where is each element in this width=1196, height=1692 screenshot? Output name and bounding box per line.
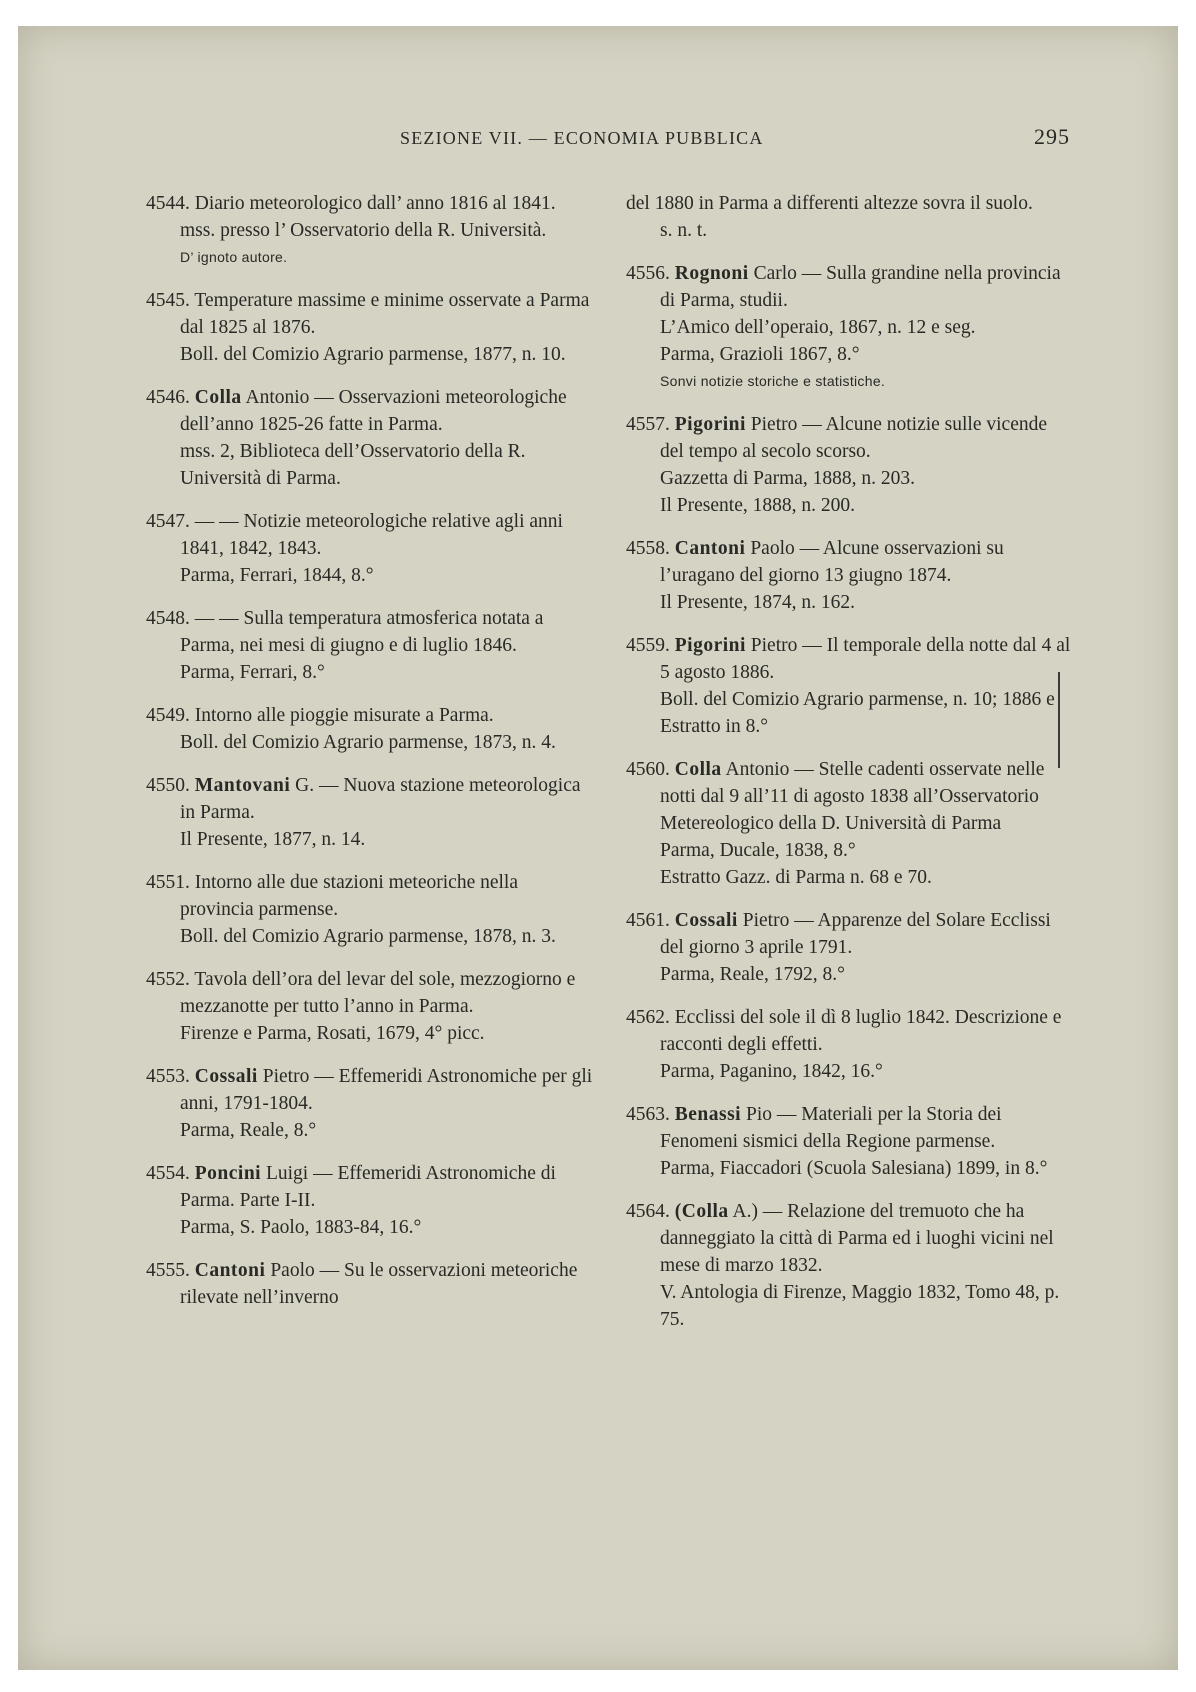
entry-title: Carlo — Sulla grandine nella provincia di Parma, studii. [660, 263, 1061, 311]
entry-author: Benassi [674, 1104, 742, 1125]
bibliography-entry [626, 535, 1074, 616]
entry-number: 4552. [146, 969, 190, 990]
entry-author: Colla [194, 387, 242, 408]
margin-mark [1058, 672, 1060, 768]
entry-publication: s. n. t. [660, 220, 708, 241]
entry-author: Cossali [674, 910, 738, 931]
entry-main-text [626, 756, 1074, 837]
entry-main-text [146, 1160, 594, 1214]
entry-publication: Estratto Gazz. di Parma n. 68 e 70. [660, 867, 932, 888]
entry-publication: Parma, Ferrari, 1844, 8.° [180, 565, 374, 586]
entry-main-text [146, 772, 594, 826]
entry-publication: Boll. del Comizio Agrario parmense, 1877, n. 10. [180, 344, 566, 365]
entry-note: Sonvi notizie storiche e statistiche. [660, 373, 886, 389]
bibliography-entry [146, 1063, 594, 1144]
entry-title: — — Notizie meteorologiche relative agli anni 1841, 1842, 1843. [180, 511, 563, 559]
entry-main-text [626, 535, 1074, 589]
entry-title: Pio — Materiali per la Storia dei Fenomeni sismici della Regione parmense. [660, 1104, 1002, 1152]
entry-publication: Boll. del Comizio Agrario parmense, 1878, n. 3. [180, 926, 556, 947]
entry-main-text [626, 632, 1074, 686]
bibliography-entry [626, 632, 1074, 740]
entry-publication: Firenze e Parma, Rosati, 1679, 4° picc. [180, 1023, 485, 1044]
bibliography-entry [146, 605, 594, 686]
entry-main-text [146, 1063, 594, 1117]
entry-publication: Parma, Fiaccadori (Scuola Salesiana) 1899, in 8.° [660, 1158, 1048, 1179]
entry-number: 4553. [146, 1066, 190, 1087]
entry-publication: Parma, S. Paolo, 1883-84, 16.° [180, 1217, 422, 1238]
entry-main-text [626, 411, 1074, 465]
entry-publication: mss. presso l’ Osservatorio della R. Università. [180, 220, 547, 241]
entry-publication: Parma, Ferrari, 8.° [180, 662, 325, 683]
entry-title: Pietro — Il temporale della notte dal 4 al 5 agosto 1886. [660, 635, 1071, 683]
bibliography-entry [146, 1257, 594, 1311]
entry-number: 4549. [146, 705, 190, 726]
bibliography-entry [146, 508, 594, 589]
entry-number: 4548. [146, 608, 190, 629]
bibliography-entry [626, 1101, 1074, 1182]
entry-author: Pigorini [674, 635, 746, 656]
entry-number: 4561. [626, 910, 670, 931]
entry-main-text [626, 1198, 1074, 1279]
page-header [150, 124, 1070, 158]
entry-number: 4557. [626, 414, 670, 435]
bibliography-entry [146, 966, 594, 1047]
entry-publication: V. Antologia di Firenze, Maggio 1832, Tomo 48, p. 75. [660, 1282, 1060, 1330]
entry-number: 4545. [146, 290, 190, 311]
entry-author: Cossali [194, 1066, 258, 1087]
entry-author: Mantovani [194, 775, 291, 796]
bibliography-entry [626, 756, 1074, 891]
entry-main-text [146, 702, 594, 729]
entry-title: Pietro — Effemeridi Astronomiche per gli anni, 1791-1804. [180, 1066, 593, 1114]
entry-publication: Parma, Reale, 8.° [180, 1120, 317, 1141]
entry-title: Intorno alle pioggie misurate a Parma. [194, 705, 494, 726]
entry-author: Pigorini [674, 414, 746, 435]
bibliography-entry [626, 907, 1074, 988]
entry-number: 4546. [146, 387, 190, 408]
entry-title: Luigi — Effemeridi Astronomiche di Parma. Parte I-II. [180, 1163, 556, 1211]
entry-main-text [146, 869, 594, 923]
entry-main-text [146, 190, 594, 217]
entry-number: 4556. [626, 263, 670, 284]
bibliography-entry [146, 1160, 594, 1241]
entry-publication: Gazzetta di Parma, 1888, n. 203. [660, 468, 916, 489]
entry-publication: L’Amico dell’operaio, 1867, n. 12 e seg. [660, 317, 976, 338]
entry-number: 4551. [146, 872, 190, 893]
entry-publication: Boll. del Comizio Agrario parmense, 1873, n. 4. [180, 732, 556, 753]
entry-publication: mss. 2, Biblioteca dell’Osservatorio della R. Università di Parma. [180, 441, 526, 489]
entry-title: Antonio — Stelle cadenti osservate nelle notti dal 9 all’11 di agosto 1838 all’Osservatorio Metereologico della D. Università di Parma [660, 759, 1045, 834]
entry-main-text [626, 260, 1074, 314]
entry-publication: Boll. del Comizio Agrario parmense, n. 10; 1886 e Estratto in 8.° [660, 689, 1055, 737]
entry-title: Paolo — Alcune osservazioni su l’uragano del giorno 13 giugno 1874. [660, 538, 1004, 586]
bibliography-entry [626, 411, 1074, 519]
entry-title: Tavola dell’ora del levar del sole, mezzogiorno e mezzanotte per tutto l’anno in Parma. [180, 969, 576, 1017]
entry-main-text [626, 190, 1074, 217]
entry-number: 4558. [626, 538, 670, 559]
bibliography-entry [626, 190, 1074, 244]
entry-number: 4560. [626, 759, 670, 780]
bibliography-entry [626, 260, 1074, 395]
entry-number: 4550. [146, 775, 190, 796]
bibliography-entry [626, 1198, 1074, 1333]
entry-publication: Il Presente, 1888, n. 200. [660, 495, 855, 516]
bibliography-entry [146, 384, 594, 492]
entry-number: 4547. [146, 511, 190, 532]
entry-publication: Il Presente, 1874, n. 162. [660, 592, 855, 613]
entry-main-text [146, 384, 594, 438]
entry-main-text [146, 287, 594, 341]
entry-number: 4555. [146, 1260, 190, 1281]
bibliography-entry [146, 702, 594, 756]
page-number: 295 [1034, 124, 1070, 149]
entry-number: 4544. [146, 193, 190, 214]
entry-title: del 1880 in Parma a differenti altezze sovra il suolo. [626, 193, 1033, 214]
entry-publication: Il Presente, 1877, n. 14. [180, 829, 366, 850]
entry-title: A.) — Relazione del tremuoto che ha danneggiato la città di Parma ed i luoghi vicini nel mese di marzo 1832. [660, 1201, 1054, 1276]
entry-title: Diario meteorologico dall’ anno 1816 al 1841. [194, 193, 556, 214]
running-title: SEZIONE VII. — ECONOMIA PUBBLICA [400, 128, 764, 148]
entry-title: Paolo — Su le osservazioni meteoriche rilevate nell’inverno [180, 1260, 578, 1308]
entry-number: 4564. [626, 1201, 670, 1222]
entry-author: Cantoni [674, 538, 746, 559]
bibliography-entry [146, 287, 594, 368]
entry-publication: Parma, Reale, 1792, 8.° [660, 964, 845, 985]
entry-author: Poncini [194, 1163, 262, 1184]
entry-main-text [146, 1257, 594, 1311]
entry-number: 4554. [146, 1163, 190, 1184]
entry-main-text [626, 1101, 1074, 1155]
entry-title: Ecclissi del sole il dì 8 luglio 1842. Descrizione e racconti degli effetti. [660, 1007, 1062, 1055]
bibliography-entry [146, 869, 594, 950]
right-column [626, 190, 1074, 1349]
entry-author: (Colla [674, 1201, 729, 1222]
bibliography-entry [146, 190, 594, 271]
entry-note: D’ ignoto autore. [180, 249, 288, 265]
entry-title: Pietro — Apparenze del Solare Ecclissi del giorno 3 aprile 1791. [660, 910, 1051, 958]
entry-main-text [146, 605, 594, 659]
entry-title: — — Sulla temperatura atmosferica notata a Parma, nei mesi di giugno e di luglio 1846. [180, 608, 544, 656]
entry-title: G. — Nuova stazione meteorologica in Parma. [180, 775, 581, 823]
entry-main-text [626, 907, 1074, 961]
entry-author: Rognoni [674, 263, 749, 284]
entry-publication: Parma, Ducale, 1838, 8.° [660, 840, 856, 861]
entry-title: Temperature massime e minime osservate a Parma dal 1825 al 1876. [180, 290, 590, 338]
entry-author: Colla [674, 759, 722, 780]
bibliography-entry [146, 772, 594, 853]
entry-title: Pietro — Alcune notizie sulle vicende del tempo al secolo scorso. [660, 414, 1048, 462]
bibliography-entry [626, 1004, 1074, 1085]
entry-main-text [626, 1004, 1074, 1058]
entry-number: 4559. [626, 635, 670, 656]
entry-number: 4562. [626, 1007, 670, 1028]
entry-publication: Parma, Paganino, 1842, 16.° [660, 1061, 883, 1082]
entry-number: 4563. [626, 1104, 670, 1125]
left-column [146, 190, 594, 1327]
entry-author: Cantoni [194, 1260, 266, 1281]
entry-main-text [146, 508, 594, 562]
entry-title: Antonio — Osservazioni meteorologiche dell’anno 1825-26 fatte in Parma. [180, 387, 567, 435]
entry-title: Intorno alle due stazioni meteoriche nella provincia parmense. [180, 872, 518, 920]
entry-publication: Parma, Grazioli 1867, 8.° [660, 344, 860, 365]
entry-main-text [146, 966, 594, 1020]
